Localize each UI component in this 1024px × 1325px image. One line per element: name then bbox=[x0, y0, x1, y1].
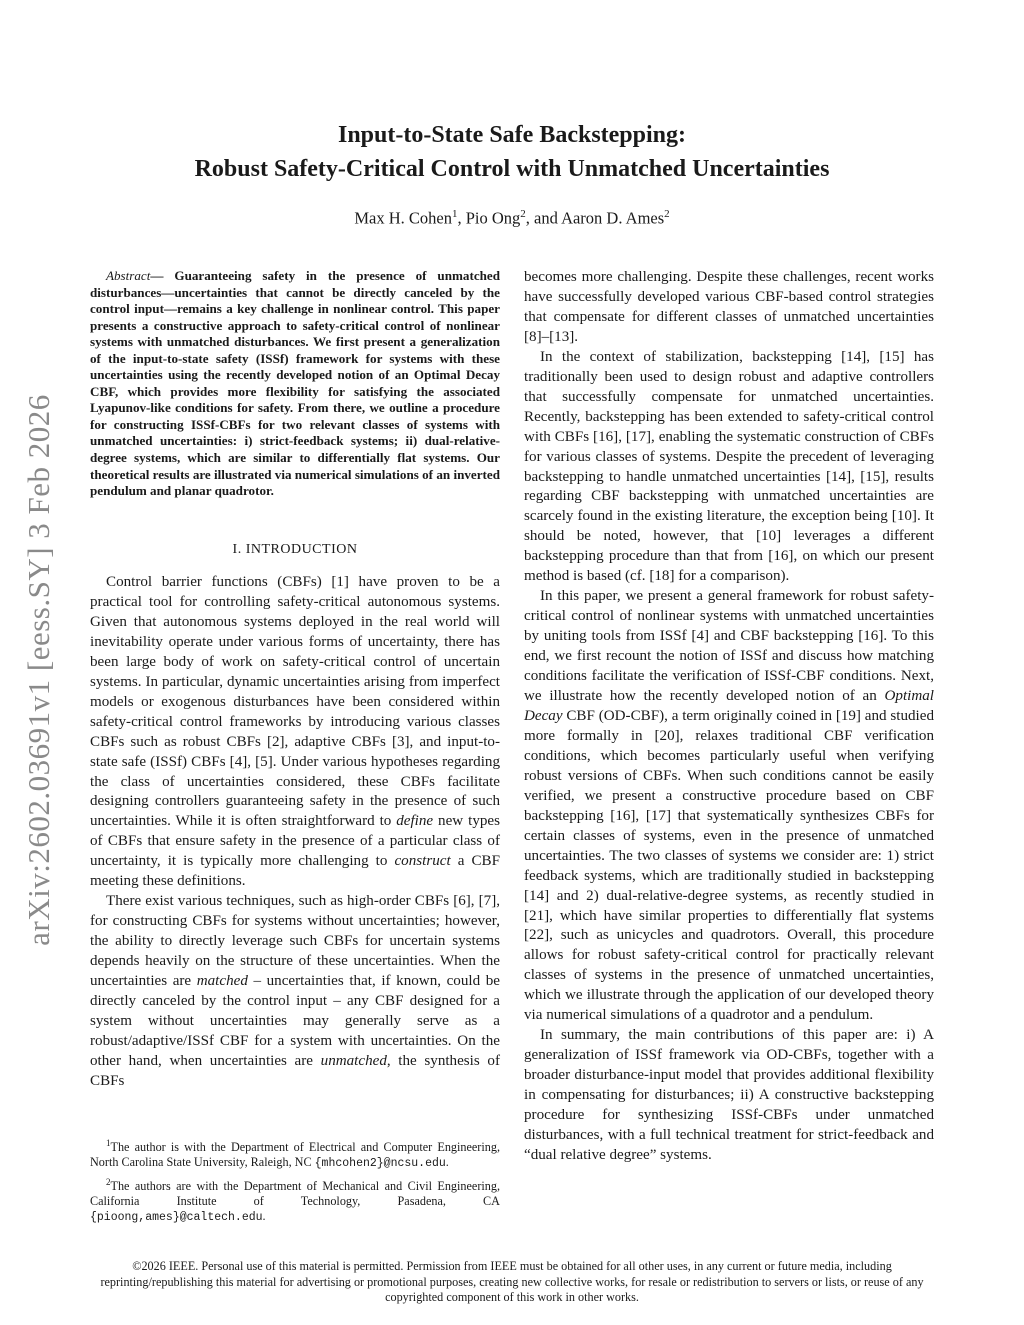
copyright-notice: ©2026 IEEE. Personal use of this material is permitted. Permission from IEEE must be obtained for all other uses, in any current or future media, including reprinting/republishing this material for advertising or promotional purposes, creating new collective works, for resale or redistribution to servers or lists, or reuse of any copyrighted component of this work in other works. bbox=[100, 1259, 924, 1305]
left-column-body bbox=[90, 573, 500, 1092]
abstract bbox=[90, 268, 500, 500]
abstract-text: Guaranteeing safety in the presence of unmatched disturbances—uncertainties that cannot be directly canceled by the control input—remains a key challenge in nonlinear control. This paper presents a constructive approach to safety-critical control of nonlinear systems with unmatched disturbances. We first present a generalization of the input-to-state safety (ISSf) framework for systems with these uncertainties using the recently developed notion of an Optimal Decay CBF, which provides more flexibility for satisfying the associated Lyapunov-like conditions for safety. From there, we outline a procedure for constructing ISSf-CBFs for two relevant classes of systems with unmatched uncertainties: i) strict-feedback systems; ii) dual-relative-degree systems, which are similar to differentially flat systems. Our theoretical results are illustrated via numerical simulations of an inverted pendulum and planar quadrotor. bbox=[90, 268, 501, 499]
author-separator: , and bbox=[525, 208, 562, 228]
author-name: Max H. Cohen bbox=[354, 208, 452, 228]
author-list bbox=[90, 208, 934, 229]
paragraph: becomes more challenging. Despite these challenges, recent works have successfully developed various CBF-based control strategies that compensate for different classes of unmatched uncertainties [8]–[13]. bbox=[524, 269, 934, 345]
email-address: {mhcohen2}@ncsu.edu bbox=[314, 1157, 446, 1171]
arxiv-identifier: arXiv:2602.03691v1 [eess.SY] 3 Feb 2026 bbox=[21, 394, 56, 946]
section-heading-introduction: I. INTRODUCTION bbox=[232, 542, 358, 557]
abstract-dash: — bbox=[150, 268, 175, 283]
paragraph: In the context of stabilization, backstepping [14], [15] has traditionally been used to design robust and adaptive controllers that successfully compensate for unmatched uncertainties. Recently, backstepping has been extended to safety-critical control with CBFs [16], [17], enabling the systematic construction of CBFs for various classes of systems. Despite the precedent of leveraging backstepping to handle unmatched uncertainties [14], [15], results regarding CBF backstepping with unmatched uncertainties are scarcely found in the existing literature, the exception being [10]. It should be noted, however, that [10] leverages a different backstepping procedure than that from [16], on which our present method is based (cf. [18] for a comparison). bbox=[524, 348, 934, 585]
title-line-1: Input-to-State Safe Backstepping: bbox=[337, 122, 687, 148]
paragraph: In summary, the main contributions of this paper are: i) A generalization of ISSf framework via OD-CBFs, together with a broader disturbance-input model that provides additional flexibility in compensating for disturbances; ii) A constructive backstepping procedure for synthesizing ISSf-CBFs under unmatched disturbances, with a full technical treatment for strict-feedback and “dual relative degree” systems. bbox=[524, 1027, 934, 1163]
footnotes bbox=[90, 1136, 500, 1229]
abstract-label: Abstract bbox=[106, 268, 151, 283]
author-affiliation-mark: 2 bbox=[520, 208, 526, 220]
arxiv-sidebar bbox=[14, 370, 64, 970]
paper-title bbox=[90, 118, 934, 186]
email-address: {pioong,ames}@caltech.edu bbox=[90, 1211, 263, 1225]
author-affiliation-mark: 1 bbox=[451, 208, 458, 220]
paragraph: In this paper, we present a general framework for robust safety-critical control of nonlinear systems with unmatched uncertainties by uniting tools from ISSf [4] and CBF backstepping [16]. To this end, we first recount the notion of ISSf and discuss how matching conditions facilitate the verification of ISSf-CBF conditions. Next, we illustrate how the recently developed notion of an Optimal Decay CBF (OD-CBF), a term originally coined in [19] and studied more formally in [20], relaxes traditional CBF verification conditions, which becomes particularly useful when verifying robust versions of CBFs. When such conditions cannot be easily verified, we present a constructive procedure based on CBF backstepping [16], [17] that systematically synthesizes CBFs for certain classes of systems, even in the presence of unmatched uncertainties. The two classes of systems we consider are: 1) strict feedback systems, which are traditionally studied in backstepping [14] and 2) dual-relative-degree systems, as recently studied in [21], which have similar properties to differentially flat systems [22], such as unicycles and quadrotors. Overall, this procedure allows for robust safety-critical control for practically relevant classes of systems in the presence of unmatched uncertainties, which we illustrate through the application of our developed theory via numerical simulations of a quadrotor and a pendulum. bbox=[524, 588, 934, 1024]
footnote: $^2$The authors are with the Department of Mechanical and Civil Engineering, California Institute of Technology, Pasadena, CA {pioong,ames}@caltech.edu. bbox=[90, 1176, 500, 1225]
paragraph: Control barrier functions (CBFs) [1] have proven to be a practical tool for controlling safety-critical autonomous systems. Given that autonomous systems deployed in the real world will inevitability operate under various forms of uncertainty, there has been large body of work on safety-critical control of uncertain systems. In particular, dynamic uncertainties arising from imperfect models or exogenous disturbances have been considered within safety-critical control frameworks by introducing various classes CBFs such as robust CBFs [2], adaptive CBFs [3], and input-to-state safe (ISSf) CBFs [4], [5]. Under various hypotheses regarding the class of uncertainties considered, these CBFs facilitate designing controllers guaranteeing safety in the presence of such uncertainties. While it is often straightforward to define new types of CBFs that ensure safety in the presence of a particular class of uncertainty, it is typically more challenging to construct a CBF meeting these definitions. bbox=[90, 574, 500, 890]
author-name: Pio Ong bbox=[465, 208, 521, 228]
paragraph: There exist various techniques, such as high-order CBFs [6], [7], for constructing CBFs for systems without uncertainties; however, the ability to directly leverage such CBFs for uncertain systems depends heavily on the structure of these uncertainties. When the uncertainties are matched – uncertainties that, if known, could be directly canceled by the control input – any CBF designed for a system without uncertainties may generally serve as a robust/adaptive/ISSf CBF for a system with uncertainties. On the other hand, when uncertainties are unmatched, the synthesis of CBFs bbox=[90, 893, 500, 1089]
author-affiliation-mark: 2 bbox=[664, 208, 670, 220]
footnote: $^1$The author is with the Department of Electrical and Computer Engineering, North Carolina State University, Raleigh, NC {mhcohen2}@ncsu.edu. bbox=[90, 1138, 500, 1171]
right-column-body bbox=[524, 268, 934, 1166]
author-separator: , bbox=[457, 208, 466, 228]
title-line-2: Robust Safety-Critical Control with Unmatched Uncertainties bbox=[194, 156, 830, 182]
author-name: Aaron D. Ames bbox=[561, 208, 665, 228]
